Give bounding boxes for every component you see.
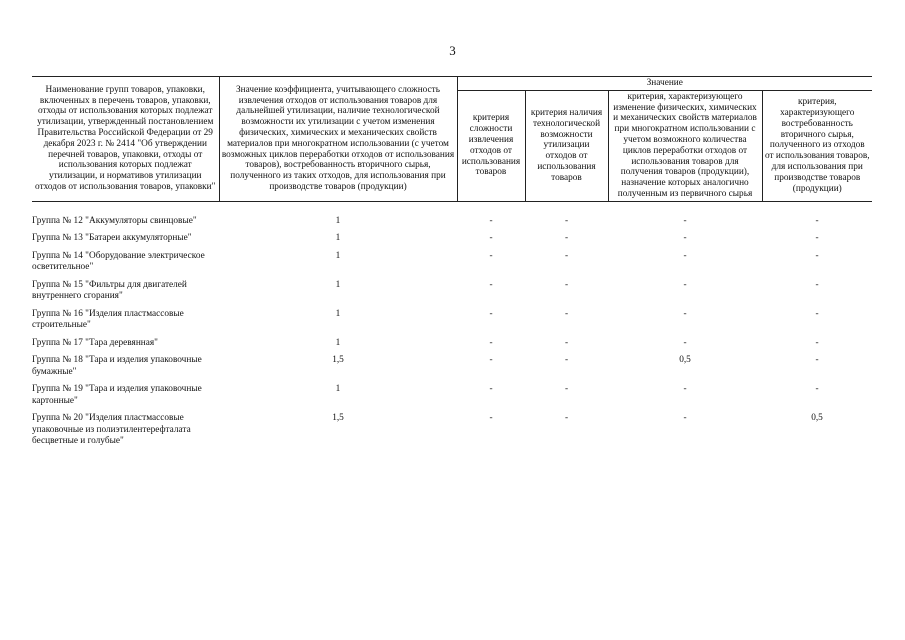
- table-row: [32, 338, 872, 356]
- group-name: Группа № 19 "Тара и изделия упаковочные картонные": [32, 384, 202, 406]
- criterion-demand-value: -: [815, 308, 819, 319]
- table-row: [32, 309, 872, 338]
- criterion-technology-value: -: [564, 337, 569, 348]
- coefficient-value: 1: [335, 308, 341, 319]
- header-criterion-properties: критерия, характеризующего изменение физических, химических и механических свойств материалов при многократном использовании с учетом возможного количества циклов переработки отходов от использования товаров для получения товаров (продукции), назначение которых аналогично полученным из первичного сырья: [608, 90, 762, 201]
- criterion-demand-value: 0,5: [811, 413, 823, 424]
- header-criterion-extraction: критерия сложности извлечения отходов от использования товаров: [457, 90, 525, 201]
- group-name: Группа № 17 "Тара деревянная": [32, 337, 158, 348]
- coefficient-value: 1,5: [332, 355, 344, 366]
- coefficient-value: 1: [335, 250, 341, 261]
- coefficient-value: 1: [335, 337, 341, 348]
- criterion-properties-value: -: [683, 233, 687, 244]
- header-group-name: Наименование групп товаров, упаковки, включенных в перечень товаров, упаковки, отходы от использования которых подлежат утилизации, утвержденный постановлением Правительства Российской Федерации от 29 декабря 2023 г. № 2414 "Об утверждении перечней товаров, упаковки, отходы от использования которых подлежат утилизации, и нормативов утилизации отходов от использования товаров, упаковки": [32, 77, 219, 202]
- criterion-extraction-value: -: [489, 233, 493, 244]
- table-row: [32, 233, 872, 251]
- criterion-technology-value: -: [564, 355, 569, 366]
- group-name: Группа № 18 "Тара и изделия упаковочные бумажные": [32, 355, 202, 377]
- page-number: 3: [449, 43, 456, 58]
- criterion-demand-value: -: [815, 215, 819, 226]
- criterion-extraction-value: -: [489, 355, 493, 366]
- criterion-properties-value: -: [683, 250, 687, 261]
- criterion-properties-value: -: [683, 413, 687, 424]
- criterion-technology-value: -: [564, 413, 569, 424]
- coefficient-value: 1,5: [332, 413, 344, 424]
- criterion-extraction-value: -: [489, 279, 493, 290]
- criterion-properties-value: -: [683, 279, 687, 290]
- group-name: Группа № 15 "Фильтры для двигателей внутреннего сгорания": [32, 279, 187, 302]
- criterion-extraction-value: -: [489, 337, 493, 348]
- group-name: Группа № 14 "Оборудование электрическое осветительное": [32, 250, 205, 273]
- header-coefficient: Значение коэффициента, учитывающего сложность извлечения отходов от использования товаров для дальнейшей утилизации, наличие технологической возможности их утилизации с учетом изменения физических, химических и механических свойств материалов при многократном использовании (с учетом возможных циклов переработки отходов от использования товаров), востребованность вторичного сырья, полученного из таких отходов, для использования при производстве товаров (продукции): [219, 77, 457, 202]
- criterion-extraction-value: -: [489, 308, 493, 319]
- table-row: [32, 384, 872, 413]
- criterion-properties-value: -: [683, 384, 687, 395]
- criterion-demand-value: -: [815, 250, 819, 261]
- table-row: [32, 355, 872, 384]
- criterion-extraction-value: -: [489, 384, 493, 395]
- criterion-properties-value: -: [683, 308, 687, 319]
- group-name: Группа № 16 "Изделия пластмассовые строительные": [32, 308, 184, 331]
- criterion-properties-value: -: [683, 337, 687, 348]
- criterion-technology-value: -: [564, 215, 569, 226]
- criterion-demand-value: -: [815, 233, 819, 244]
- coefficients-table: [32, 76, 872, 454]
- criterion-extraction-value: -: [489, 215, 493, 226]
- table-row: [32, 413, 872, 454]
- criterion-properties-value: 0,5: [679, 355, 691, 366]
- criterion-demand-value: -: [815, 279, 819, 290]
- table-row: [32, 251, 872, 280]
- coefficient-value: 1: [335, 215, 341, 226]
- group-name: Группа № 20 "Изделия пластмассовые упаковочные из полиэтилентерефталата бесцветные и голубые": [32, 413, 191, 447]
- criterion-technology-value: -: [564, 250, 569, 261]
- header-criterion-technology: критерия наличия технологической возможности утилизации отходов от использования товаров: [525, 90, 608, 201]
- criterion-extraction-value: -: [489, 413, 493, 424]
- header-value: Значение: [457, 77, 872, 91]
- criterion-technology-value: -: [564, 279, 569, 290]
- group-name: Группа № 13 "Батареи аккумуляторные": [32, 233, 192, 244]
- table-row: [32, 216, 872, 234]
- criterion-technology-value: -: [564, 308, 569, 319]
- criterion-demand-value: -: [815, 384, 819, 395]
- header-criterion-demand: критерия, характеризующего востребованность вторичного сырья, полученного из отходов от использования товаров, для использования при производстве товаров (продукции): [762, 90, 872, 201]
- criterion-technology-value: -: [564, 233, 569, 244]
- coefficient-value: 1: [335, 233, 341, 244]
- table-body: [32, 201, 872, 454]
- criterion-extraction-value: -: [489, 250, 493, 261]
- group-name: Группа № 12 "Аккумуляторы свинцовые": [32, 215, 197, 226]
- coefficient-value: 1: [335, 384, 341, 395]
- criterion-demand-value: -: [815, 355, 819, 366]
- criterion-technology-value: -: [564, 384, 569, 395]
- criterion-demand-value: -: [815, 337, 819, 348]
- criterion-properties-value: -: [683, 215, 687, 226]
- table-header: [32, 77, 872, 202]
- coefficient-value: 1: [335, 279, 341, 290]
- table-row: [32, 280, 872, 309]
